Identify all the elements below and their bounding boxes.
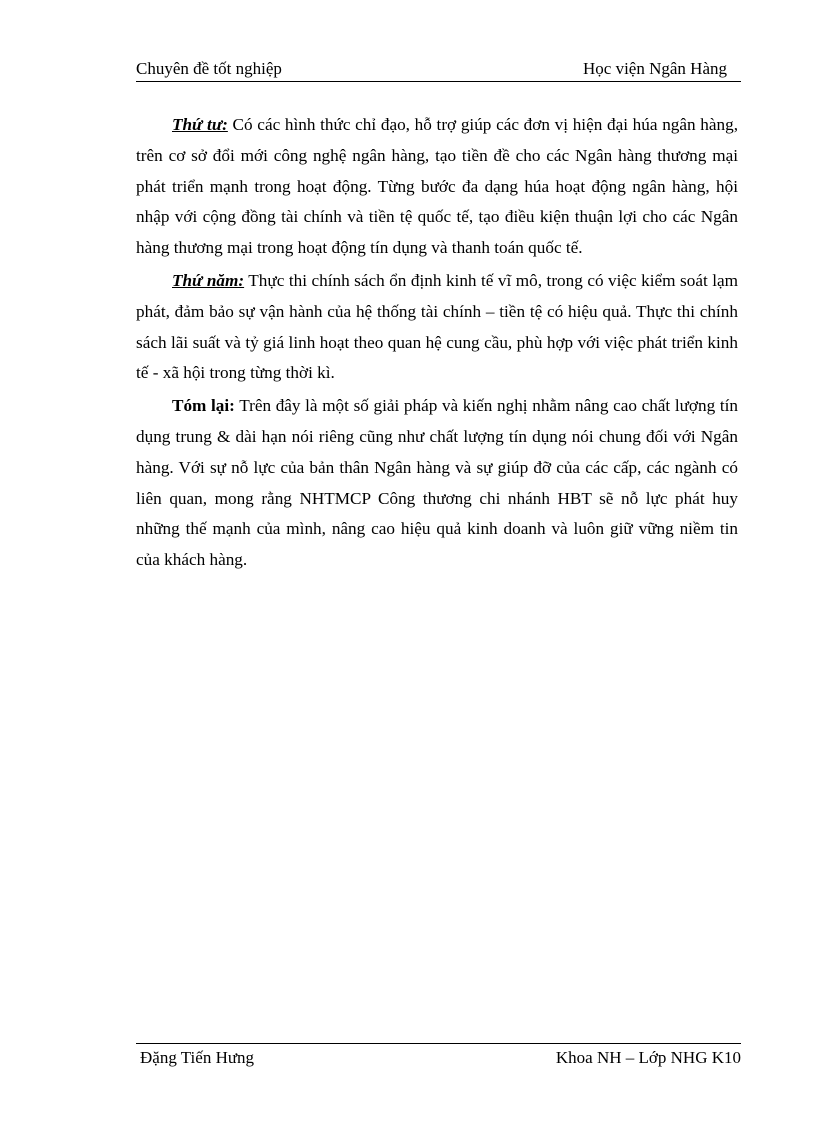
- footer-author: Đặng Tiến Hưng: [140, 1048, 255, 1067]
- paragraph-lead: Tóm lại:: [172, 396, 235, 416]
- page-footer: [136, 1043, 741, 1070]
- paragraph-fourth: [136, 110, 738, 264]
- paragraph-fifth: [136, 266, 738, 389]
- paragraph-conclusion: [136, 391, 738, 576]
- page-header: [136, 57, 741, 82]
- paragraph-lead: Thứ tư:: [172, 115, 228, 134]
- paragraph-text: Trên đây là một số giải pháp và kiến nghị nhằm nâng cao chất lượng tín dụng trung & dài hạn nói riêng cũng như chất lượng tín dụng nói chung đối với Ngân hàng. Với sự nỗ lực của bản thân Ngân hàng và sự giúp đỡ của các cấp, các ngành có liên quan, mong rằng NHTMCP Công thương chi nhánh HBT sẽ nỗ lực phát huy những thế mạnh của mình, nâng cao hiệu quả kinh doanh và luôn giữ vững niềm tin của khách hàng.: [136, 396, 738, 570]
- header-institution: Học viện Ngân Hàng: [583, 59, 727, 78]
- footer-class: Khoa NH – Lớp NHG K10: [555, 1048, 741, 1067]
- paragraph-text: Thực thi chính sách ổn định kinh tế vĩ mô, trong có việc kiểm soát lạm phát, đảm bảo sự vận hành của hệ thống tài chính – tiền tệ có hiệu quả. Thực thi chính sách lãi suất và tỷ giá linh hoạt theo quan hệ cung cầu, phù hợp với việc phát triển kinh tế - xã hội trong từng thời kì.: [136, 270, 738, 383]
- paragraph-lead: Thứ năm:: [172, 270, 245, 290]
- header-document-type: Chuyên đề tốt nghiệp: [136, 59, 282, 78]
- paragraph-text: Có các hình thức chỉ đạo, hỗ trợ giúp các đơn vị hiện đại húa ngân hàng, trên cơ sở đổi mới công nghệ ngân hàng, tạo tiền đề cho các Ngân hàng thương mại phát triển mạnh trong hoạt động. Từng bước đa dạng húa hoạt động ngân hàng, hội nhập với cộng đồng tài chính và tiền tệ quốc tế, tạo điều kiện thuận lợi cho các Ngân hàng thương mại trong hoạt động tín dụng và thanh toán quốc tế.: [136, 115, 739, 258]
- document-body: [136, 110, 738, 578]
